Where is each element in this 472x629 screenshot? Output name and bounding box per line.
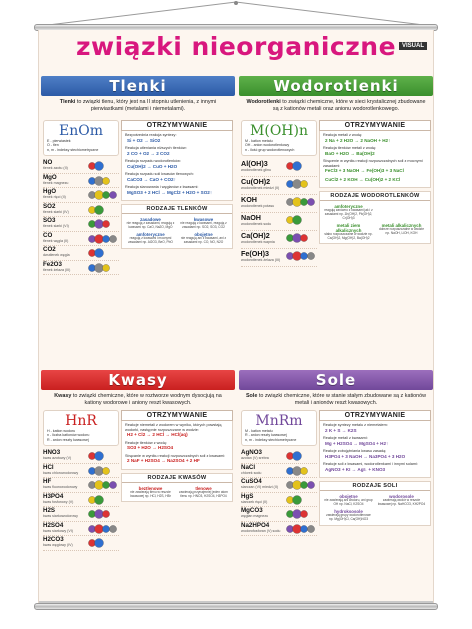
- atom-sphere: [300, 180, 307, 187]
- atom-sphere: [307, 198, 314, 205]
- compound-item: [43, 449, 119, 464]
- section-header: Kwasy: [41, 370, 235, 390]
- compound-formula: AgNO3: [241, 449, 262, 456]
- atom-sphere: [102, 235, 109, 242]
- compound-formula: HgS: [241, 492, 254, 500]
- kind-name: tlenowe: [195, 485, 212, 491]
- compound-item: [241, 478, 317, 493]
- general-formula-box: [43, 120, 119, 156]
- atom-sphere: [95, 191, 104, 200]
- compound-item: [43, 217, 119, 232]
- molecule-model-icon: [87, 205, 117, 215]
- molecule-model-icon: [285, 197, 315, 207]
- molecule-model-icon: [87, 538, 117, 548]
- formula-legend: M - kation metalu OH - anion wodorotlenkowy n - ilość grup wodorotlenowych: [245, 139, 295, 152]
- compound-list: [241, 120, 317, 267]
- kind-item: [375, 203, 428, 221]
- kind-item: [375, 508, 428, 523]
- kinds-title: RODZAJE WODOROTLENKÓW: [320, 192, 430, 201]
- kinds-box: [121, 473, 233, 503]
- compound-formula: CuSO4: [241, 478, 262, 485]
- obtaining-step: [125, 146, 229, 157]
- reaction-equation: MgSO3 + 2 HCl → MgCl2 + H2O + SO2↑: [127, 189, 213, 195]
- kind-description: słabo rozpuszczalne w wodzie np. Ca(OH)2, Mg(OH)2, Ba(OH)2: [324, 231, 373, 240]
- molecule-model-icon: [87, 234, 117, 244]
- obtaining-title: OTRZYMYWANIE: [121, 120, 233, 131]
- atom-sphere: [95, 176, 104, 185]
- compound-formula: HCl: [43, 463, 54, 471]
- molecule-model-icon: [87, 509, 117, 519]
- compound-formula: HNO3: [43, 449, 61, 456]
- compound-formula: Fe2O3: [43, 260, 62, 268]
- kinds-box: [121, 204, 233, 248]
- compound-name: siarczan (VI) miedzi (II): [241, 485, 278, 489]
- compound-item: [43, 464, 119, 479]
- compound-name: kwas siarkowy (VI): [43, 528, 73, 533]
- compound-name: chlorek sodu: [241, 470, 262, 475]
- compound-formula: SO3: [43, 217, 56, 224]
- atom-sphere: [102, 220, 109, 227]
- obtaining-step: [323, 436, 427, 447]
- step-description: Reakcje metali z kwasami:: [323, 436, 368, 441]
- step-description: Strącenie w wyniku reakcji rozpuszczalnych soli z mocnymi zasadami:: [323, 159, 423, 168]
- obtaining-step: [125, 423, 229, 438]
- compound-formula: H3PO4: [43, 492, 64, 500]
- atom-sphere: [300, 252, 307, 259]
- obtaining-step: [323, 449, 427, 460]
- atom-sphere: [307, 252, 314, 259]
- compound-item: [241, 195, 317, 213]
- compound-item: [43, 536, 119, 551]
- compound-list: [43, 120, 119, 275]
- atom-sphere: [293, 524, 302, 533]
- reaction-equation: Cu(OH)2 → CuO + H2O: [127, 163, 178, 169]
- atom-sphere: [95, 249, 104, 258]
- reaction-equation: AgNO3 + KI → AgI↓ + KNO3: [325, 466, 386, 472]
- compound-formula: H2SO4: [43, 521, 64, 529]
- obtaining-steps: [121, 421, 233, 470]
- compound-item: [241, 231, 317, 249]
- compound-formula: CO2: [43, 246, 56, 253]
- step-description: Reakcja rozpadu soli kwasów tlenowych:: [125, 172, 194, 177]
- atom-sphere: [293, 452, 302, 461]
- step-description: Reakcja tlenków metali z wodą:: [323, 146, 376, 151]
- kinds-box: [319, 481, 431, 525]
- compound-formula: Na2HPO4: [241, 521, 270, 529]
- kind-item: [124, 216, 177, 231]
- molecule-model-icon: [285, 179, 315, 189]
- compound-formula: MgO: [43, 173, 57, 181]
- atom-sphere: [300, 234, 307, 241]
- atom-sphere: [102, 177, 109, 184]
- section-definition: Tlenki to związki tlenu, który jest na II stopniu utlenienia, z innymi pierwiastkami (metalami i niemetalami).: [59, 99, 217, 113]
- atom-sphere: [293, 252, 302, 261]
- general-formula: M(OH)n: [250, 123, 308, 139]
- compound-name: wodorotlenek wapnia: [241, 240, 275, 244]
- atom-sphere: [293, 510, 302, 519]
- molecule-model-icon: [87, 451, 117, 461]
- compound-name: wodorotlenek miedzi (II): [241, 186, 280, 190]
- compound-name: wodorotlenek potasu: [241, 204, 275, 208]
- molecule-model-icon: [285, 233, 315, 243]
- obtaining-step: [125, 454, 229, 465]
- step-description: Reakcja metali z wodą:: [323, 133, 363, 137]
- kind-item: [124, 485, 177, 500]
- compound-item: [43, 261, 119, 276]
- atom-sphere: [95, 452, 104, 461]
- atom-sphere: [95, 481, 104, 490]
- kind-name: amfoteryczne: [136, 232, 165, 238]
- page-title: związki nieorganiczne: [75, 32, 397, 61]
- kind-item: [375, 222, 428, 242]
- kind-name: beztlenowe: [138, 485, 163, 491]
- kinds-title: RODZAJE SOLI: [320, 482, 430, 491]
- compound-name: tlenek azotu (II): [43, 166, 68, 170]
- atom-sphere: [95, 539, 104, 548]
- compound-formula: H2CO3: [43, 536, 64, 543]
- molecule-model-icon: [285, 466, 315, 476]
- obtaining-panel: [121, 120, 233, 249]
- step-description: Reakcja rozpadu wodorotlenków:: [125, 159, 181, 164]
- compound-name: kwas siarkowodorowy: [43, 514, 78, 518]
- reaction-equation: CuCl2 + 2 KOH → Cu(OH)2 + 2 KCl: [325, 176, 401, 182]
- compound-item: [241, 213, 317, 231]
- atom-sphere: [95, 524, 104, 533]
- compound-name: kwas fluorowodorowy: [43, 485, 78, 489]
- general-formula-box: [43, 410, 119, 446]
- atom-sphere: [109, 235, 116, 242]
- obtaining-panel: [319, 410, 431, 526]
- kinds-title: RODZAJE TLENKÓW: [122, 205, 232, 214]
- atom-sphere: [102, 264, 109, 271]
- compound-formula: MgCO3: [241, 507, 263, 514]
- compound-name: siarczek rtęci (II): [241, 499, 268, 504]
- compound-item: [43, 232, 119, 247]
- step-description: Reakcje soli z kwasami, wodorotlenkami i innymi solami:: [323, 462, 418, 467]
- compound-formula: Fe(OH)3: [241, 249, 269, 258]
- atom-sphere: [102, 467, 109, 474]
- atom-sphere: [300, 198, 307, 205]
- kind-item: [322, 203, 375, 221]
- atom-sphere: [293, 495, 302, 504]
- compound-name: dwutlenek węgla: [43, 253, 70, 257]
- compound-name: azotan (V) srebra: [241, 456, 269, 460]
- compound-name: kwas chlorowodorowy: [43, 470, 79, 475]
- formula-legend: E - pierwiastek O - tlen n, m - indeksy stechiometryczne: [47, 139, 99, 152]
- compound-item: [43, 507, 119, 522]
- step-description: Reakcje niemetali z wodorem w wyniku, których powstają wodorki, następnie rozpuszczane w wodzie:: [125, 423, 222, 432]
- compound-name: kwas fosforowy (V): [43, 499, 74, 504]
- kind-description: nie zawierają ani wodoru, ani grup OH np. NaCl, K2SO4: [324, 498, 373, 507]
- compound-name: kwas węglowy (IV): [43, 543, 73, 547]
- kind-item: [322, 508, 375, 523]
- obtaining-step: [125, 133, 229, 144]
- compound-item: [43, 478, 119, 493]
- kind-item: [177, 216, 230, 231]
- atom-sphere: [95, 510, 104, 519]
- atom-sphere: [102, 510, 109, 517]
- obtaining-steps: [121, 131, 233, 201]
- compound-formula: NaCl: [241, 463, 256, 471]
- kind-item: [177, 485, 230, 500]
- section-definition: Wodorotlenki to związki chemiczne, które w sieci krystalicznej zbudowane są z kationów metali oraz anionu wodorotlenkowego.: [246, 99, 426, 113]
- section-definition: Kwasy to związki chemiczne, które w roztworze wodnym dysocjują na kationy wodorowe i aniony reszt kwasowych.: [54, 393, 222, 407]
- molecule-model-icon: [87, 466, 117, 476]
- atom-sphere: [109, 191, 116, 198]
- compound-formula: KOH: [241, 195, 257, 204]
- compound-name: wodorotlenek glinu: [241, 168, 271, 172]
- kind-name: zasadowe: [140, 217, 161, 223]
- section-sole: [239, 370, 433, 602]
- atom-sphere: [102, 191, 109, 198]
- reaction-equation: Si + O2 → SiO2: [127, 137, 161, 143]
- compound-list: [241, 410, 317, 536]
- kind-description: zawierają wodór w reszcie kwasowej np. NaHCO3, KH2PO4: [377, 498, 426, 507]
- section-kwasy: [41, 370, 235, 602]
- obtaining-step: [323, 159, 427, 174]
- kind-name: hydroksosole: [334, 508, 363, 514]
- molecule-model-icon: [87, 495, 117, 505]
- reaction-equation: 2 NaF + H2SO4 → Na2SO4 + 2 HF: [127, 458, 200, 464]
- molecule-model-icon: [285, 251, 315, 261]
- kind-item: [322, 493, 375, 508]
- compound-name: wodorofosforan (V) sodu: [241, 528, 281, 533]
- molecule-model-icon: [87, 161, 117, 171]
- compound-name: wodorotlenek żelaza (III): [241, 258, 281, 262]
- step-description: Reakcje syntezy metalu z niemetalem:: [323, 423, 388, 427]
- compound-item: [241, 522, 317, 537]
- reaction-equation: FeCl3 + 3 NaOH → Fe(OH)3 + 3 NaCl: [325, 168, 404, 174]
- compound-item: [241, 159, 317, 177]
- obtaining-panel: [121, 410, 233, 502]
- molecule-model-icon: [87, 219, 117, 229]
- step-description: Reakcje tlenków z wodą:: [125, 440, 167, 445]
- obtaining-steps: [319, 131, 431, 188]
- kind-description: reagują z kwasami i mocnymi zasadami np. Al2O3, BeO, PbO: [128, 236, 173, 244]
- kind-name: amfoteryczne: [334, 204, 363, 210]
- atom-sphere: [300, 525, 307, 532]
- molecule-model-icon: [87, 480, 117, 490]
- atom-sphere: [102, 525, 109, 532]
- kind-description: dobrze rozpuszczalne w wodzie np. NaOH, LiOH, KOH: [378, 226, 424, 235]
- molecule-model-icon: [285, 480, 315, 490]
- atom-sphere: [300, 481, 307, 488]
- kind-item: [322, 222, 375, 242]
- kind-description: nie reagują z zasadami, reagują z kwasami np. CaO, Na2O, MgO: [126, 221, 175, 230]
- atom-sphere: [109, 481, 116, 488]
- compound-item: [43, 522, 119, 537]
- bottom-rod: [34, 603, 438, 610]
- obtaining-step: [323, 133, 427, 144]
- kind-name: metali ziem alkalicznych: [335, 222, 362, 233]
- kind-item: [375, 493, 428, 508]
- atom-sphere: [95, 220, 104, 229]
- kind-item: [177, 231, 230, 246]
- atom-sphere: [293, 216, 302, 225]
- compound-name: wodorotlenek sodu: [241, 222, 272, 226]
- obtaining-step: [323, 423, 427, 434]
- compound-name: tlenek siarki (VI): [43, 224, 69, 228]
- compound-name: tlenek żelaza (III): [43, 267, 71, 272]
- obtaining-steps: [319, 421, 431, 478]
- atom-sphere: [293, 481, 302, 490]
- molecule-model-icon: [87, 263, 117, 273]
- compound-name: tlenek siarki (IV): [43, 209, 69, 214]
- compound-item: [241, 449, 317, 464]
- compound-formula: H2S: [43, 507, 56, 514]
- general-formula: EnOm: [59, 123, 103, 139]
- molecule-model-icon: [285, 495, 315, 505]
- kinds-title: RODZAJE KWASÓW: [122, 474, 232, 483]
- compound-item: [241, 507, 317, 522]
- atom-sphere: [95, 205, 104, 214]
- kind-description: zawierają grupy wodorotlenowe np. Mg(OH)Cl, Ca(OH)NO3: [326, 512, 371, 521]
- obtaining-step: [125, 172, 229, 183]
- obtaining-title: OTRZYMYWANIE: [319, 410, 431, 421]
- obtaining-step: [125, 185, 229, 196]
- general-formula: HnR: [65, 413, 97, 429]
- compound-formula: NO: [43, 159, 53, 166]
- compound-formula: Al(OH)3: [241, 159, 268, 168]
- atom-sphere: [293, 198, 302, 207]
- step-description: Strącanie w wyniku reakcji rozpuszczalnych soli z kwasami:: [125, 453, 226, 458]
- compound-formula: HF: [43, 478, 52, 485]
- step-description: Reakcja sianowania i węglanów z kwasami:: [125, 185, 199, 190]
- atom-sphere: [293, 180, 302, 189]
- compound-name: węglan magnezu: [241, 514, 269, 518]
- brand-logo: VISUAL: [399, 42, 427, 50]
- step-description: Reakcje zobojętniania kwasu zasadą:: [323, 449, 387, 454]
- compound-name: tlenek węgla (II): [43, 238, 69, 243]
- molecule-model-icon: [285, 509, 315, 519]
- compound-item: [43, 493, 119, 508]
- compound-item: [241, 249, 317, 267]
- general-formula: MnRm: [255, 413, 303, 429]
- step-description: Bezpośrednia reakcja syntezy:: [125, 133, 177, 137]
- section-header: Wodorotlenki: [239, 76, 433, 96]
- compound-formula: NaOH: [241, 213, 261, 222]
- atom-sphere: [293, 234, 302, 243]
- kind-item: [124, 231, 177, 246]
- section-header: Sole: [239, 370, 433, 390]
- kind-name: obojętne: [194, 232, 213, 238]
- compound-formula: CO: [43, 231, 53, 239]
- atom-sphere: [300, 510, 307, 517]
- kinds-box: [319, 191, 431, 244]
- atom-sphere: [307, 481, 314, 488]
- atom-sphere: [293, 466, 302, 475]
- obtaining-step: [125, 441, 229, 452]
- reaction-equation: BaO + H2O → Ba(OH)2: [325, 150, 375, 156]
- atom-sphere: [95, 234, 104, 243]
- molecule-model-icon: [285, 161, 315, 171]
- atom-sphere: [307, 525, 314, 532]
- section-tlenki: [41, 76, 235, 366]
- reaction-equation: 2 K + S → K2S: [325, 427, 357, 433]
- atom-sphere: [95, 495, 104, 504]
- compound-item: [43, 246, 119, 261]
- reaction-equation: SO3 + H2O → H2SO4: [127, 445, 174, 451]
- obtaining-title: OTRZYMYWANIE: [121, 410, 233, 421]
- atom-sphere: [293, 162, 302, 171]
- reaction-equation: H3PO4 + 3 NaOH → Na3PO4 + 3 H2O: [325, 453, 406, 459]
- section-wodorotlenki: [239, 76, 433, 366]
- poster: [38, 30, 434, 604]
- compound-name: tlenek magnezu: [43, 180, 69, 185]
- molecule-model-icon: [285, 215, 315, 225]
- kind-description: zawierają przynajmniej jeden atom tlenu np. HNO3, H2SO4, H3PO4: [179, 489, 228, 498]
- general-formula-box: [241, 120, 317, 156]
- atom-sphere: [109, 525, 116, 532]
- kind-description: nie reagują z kwasami, reagują z zasadami np. SO2, SO3, CO2: [180, 221, 227, 230]
- kind-name: obojętne: [339, 494, 358, 500]
- molecule-model-icon: [87, 524, 117, 534]
- compound-item: [241, 464, 317, 479]
- molecule-model-icon: [87, 176, 117, 186]
- molecule-model-icon: [285, 451, 315, 461]
- section-header: Tlenki: [41, 76, 235, 96]
- reaction-equation: 2 CO + O2 → 2 CO2: [127, 150, 170, 156]
- compound-formula: Cu(OH)2: [241, 177, 271, 186]
- kind-description: reagują zarówno z kwasami jak i z zasadami np. Zn(OH)2, Pb(OH)2, Cr(OH)3: [324, 208, 373, 220]
- compound-item: [241, 177, 317, 195]
- obtaining-title: OTRZYMYWANIE: [319, 120, 431, 131]
- kind-name: wodorosole: [389, 494, 414, 500]
- kind-description: nie zawierają tlenu w reszcie kwasowej np. HCl, H2S, HBr: [130, 489, 171, 498]
- atom-sphere: [95, 162, 104, 171]
- obtaining-panel: [319, 120, 431, 244]
- obtaining-step: [323, 177, 427, 183]
- compound-item: [43, 174, 119, 189]
- atom-sphere: [300, 467, 307, 474]
- formula-legend: M - kation metalu R - anion reszty kwasowej n, m - indeksy stechiometryczne: [245, 429, 297, 442]
- reaction-equation: Mg + H2SO4 → MgSO4 + H2↑: [325, 440, 389, 446]
- obtaining-step: [323, 462, 427, 473]
- compound-item: [43, 188, 119, 203]
- formula-legend: H - kation wodoru n - liczba kationów wodoru R - anion reszty kwasowej: [47, 429, 90, 442]
- molecule-model-icon: [87, 190, 117, 200]
- compound-list: [43, 410, 119, 551]
- reaction-equation: H2 + Cl2 → 2 HCl → HCl(aq): [127, 432, 188, 438]
- kind-name: metali alkalicznych: [381, 222, 422, 228]
- atom-sphere: [95, 466, 104, 475]
- compound-formula: Ca(OH)2: [241, 231, 270, 240]
- section-definition: Sole to związki chemiczne, które w stanie stałym zbudowane są z kationów metali i anionów reszt kwasowych.: [245, 393, 427, 407]
- reaction-equation: 2 Na + 2 H2O → 2 NaOH + H2↑: [325, 137, 391, 143]
- step-description: Reakcja utleniania niższych tlenków:: [125, 146, 187, 151]
- reaction-equation: CaCO3 → CaO + CO2↑: [127, 176, 176, 182]
- compound-name: kwas azotowy (V): [43, 456, 72, 460]
- kind-description: nie reagują ani z kwasami, ani z zasadami np. CO, NO, N2O: [180, 236, 227, 244]
- compound-formula: SO2: [43, 202, 56, 210]
- obtaining-step: [125, 159, 229, 170]
- molecule-model-icon: [285, 524, 315, 534]
- obtaining-step: [323, 146, 427, 157]
- compound-item: [241, 493, 317, 508]
- general-formula-box: [241, 410, 317, 446]
- atom-sphere: [102, 481, 109, 488]
- compound-item: [43, 203, 119, 218]
- molecule-model-icon: [87, 248, 117, 258]
- kind-name: kwasowe: [193, 217, 214, 223]
- compound-formula: HgO: [43, 188, 57, 195]
- atom-sphere: [95, 263, 104, 272]
- compound-item: [43, 159, 119, 174]
- compound-name: tlenek rtęci (II): [43, 195, 66, 199]
